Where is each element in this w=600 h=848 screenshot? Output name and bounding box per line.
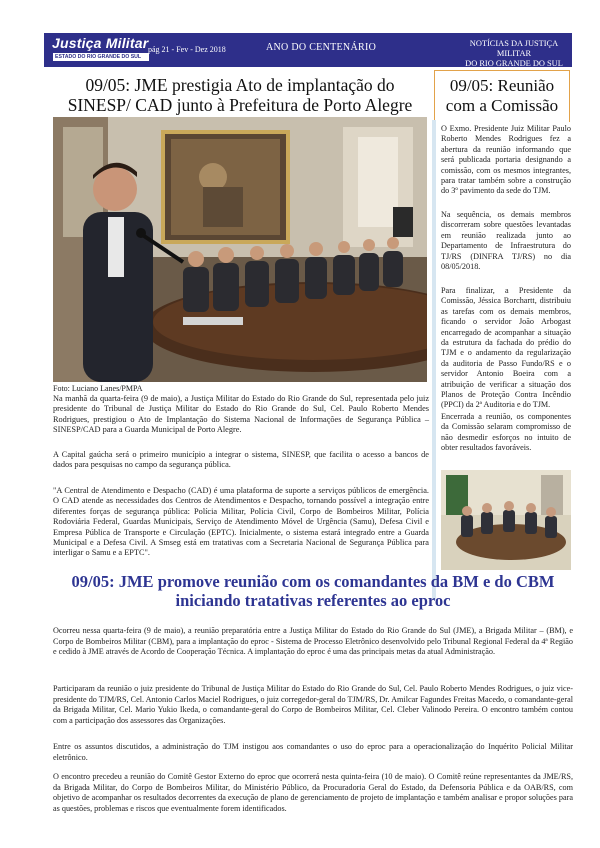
- logo-title: Justiça Militar: [52, 35, 149, 51]
- article1-paragraph: "A Central de Atendimento e Despacho (CAD) é uma plataforma de suporte a serviços públicos de emergência. O CAD atende as necessidades dos Centros de Atendimentos e Despacho, tornando possível a integração entre diferentes forças de segurança pública: Polícia Militar, Polícia Civil, Corpo de Bombeiros Militar, Polícia Rodoviária Federal, Guardas Municipais, Serviço de Atendimento Móvel de Urgência (Samu), Defesa Civil e Empresa Pública de Transporte e Circulação (EPTC). Inicialmente, o sistema estará integrado entre a Guarda Municipal e a Defesa Civil. A Smseg está em tratativas com a Secretaria Nacional de Segurança Pública para interligar o Samu e a EPTC".: [53, 486, 429, 558]
- sidebar-headline: 09/05: Reunião com a Comissão: [445, 76, 559, 115]
- justica-militar-logo: [52, 35, 149, 65]
- article1-photo: [53, 117, 427, 382]
- article2-paragraph: O encontro precedeu a reunião do Comitê Gestor Externo do eproc que ocorrerá nesta quinta-feira (10 de maio). O Comitê reúne representantes da JME/RS, da Brigada Militar, do Corpo de Bombeiros Militar, do Ministério Público, da Procuradoria Geral do Estado, da Defensoria Pública e da OAB/RS, com objetivo de acompanhar os resultados decorrentes da execução de plano de gerenciamento de projeto de implantação e também analisar e propor soluções para as questões, problemas e riscos que eventualmente forem identificados.: [53, 772, 573, 813]
- sidebar-paragraph: Para finalizar, a Presidente da Comissão, Jéssica Borchartt, distribuiu as tarefas com os demais membros, ficando o servidor João Arbogast encarregado de acompanhar a situação da estrutura da fachada do prédio do TJM e o andamento da regularização da auditoria de Passo Fundo/RS e o servidor Antonio Boeira com a atribuição de verificar a situação dos Planos de Proteção Contra Incêndio (PPCI) da 2ª Auditoria e do TJM.: [441, 286, 571, 410]
- logo-subtitle: ESTADO DO RIO GRANDE DO SUL: [53, 53, 149, 61]
- section-label: [458, 39, 570, 69]
- article2-paragraph: Participaram da reunião o juiz presidente do Tribunal de Justiça Militar do Estado do Rio Grande do Sul, Cel. Paulo Roberto Mendes Rodrigues, o juiz vice-presidente do TJM/RS, Cel. Antonio Carlos Maciel Rodrigues, o juiz corregedor-geral do TJM/RS, Dr. Amilcar Fagundes Freitas Macedo, o comandante-geral da Brigada Militar, Cel. Mario Yukio Ikeda, o comandante-geral do Corpo de Bombeiros Militar, Cel. Cleber Valinodo Pereira. O encontro também contou com a participação dos assessores das Organizações.: [53, 684, 574, 725]
- sidebar-divider: [432, 120, 436, 600]
- sidebar-paragraph: O Exmo. Presidente Juiz Militar Paulo Roberto Mendes Rodrigues fez a abertura da reunião informando que será publicada portaria designando a comissão, com os mesmos integrantes, para tratar também sobre a construção do 3º pavimento da sede do TJM.: [441, 124, 571, 196]
- article2-paragraph: Entre os assuntos discutidos, a administração do TJM instigou aos comandantes o uso do eproc para a operacionalização do Inquérito Policial Militar eletrônico.: [53, 742, 573, 762]
- photo-credit: Foto: Luciano Lanes/PMPA: [53, 384, 143, 393]
- article2-headline: 09/05: JME promove reunião com os comandantes da BM e do CBM iniciando tratativas referentes ao eproc: [71, 572, 555, 610]
- page-info: pág 21 - Fev - Dez 2018: [148, 45, 226, 54]
- section-label-line2: DO RIO GRANDE DO SUL: [465, 59, 563, 68]
- sidebar-paragraph: Encerrada a reunião, os componentes da Comissão selaram compromisso de não desmedir esforços no intuito de obter resultados favoráveis.: [441, 412, 571, 453]
- section-label-line1: NOTÍCIAS DA JUSTIÇA MILITAR: [469, 39, 559, 58]
- sidebar-paragraph: Na sequência, os demais membros discorreram sobre questões levantadas em reunião realizada junto ao Departamento de Infraestrutura do TJ/RS (DINFRA TJ/RS) no dia 08/05/2018.: [441, 210, 571, 272]
- article1-paragraph: A Capital gaúcha será o primeiro município a integrar o sistema, SINESP, que facilita o acesso a bancos de dados para pesquisas no campo da segurança pública.: [53, 450, 429, 470]
- sidebar-meeting-photo: [441, 470, 571, 570]
- masthead: [44, 33, 572, 67]
- article2-paragraph: Ocorreu nessa quarta-feira (9 de maio), a reunião preparatória entre a Justiça Militar do Estado do Rio Grande do Sul (JME), a Brigada Militar – (BM), e Corpo de Bombeiros Militar (CBM), para a implantação do eproc - Sistema de Processo Eletrônico desenvolvido pelo Tribunal Regional Federal da 4ª Região e cedido à JME através de Acordo de Cooperação Técnica. A implantação do eproc é uma das principais metas da atual Administração.: [53, 626, 573, 656]
- article1-paragraph: Na manhã da quarta-feira (9 de maio), a Justiça Militar do Estado do Rio Grande do Sul, representada pelo juiz presidente do Tribunal de Justiça Militar do Estado do Rio Grande do Sul, Cel. Paulo Roberto Mendes Rodrigues, prestigiou o Ato de Implantação do Sistema Nacional de Informações de Segurança Pública – SINESP/CAD para a Guarda Municipal de Porto Alegre.: [53, 394, 429, 435]
- centenary-label: ANO DO CENTENÁRIO: [266, 42, 377, 53]
- article1-headline: 09/05: JME prestigia Ato de implantação do SINESP/ CAD junto à Prefeitura de Porto Alegre: [67, 75, 413, 115]
